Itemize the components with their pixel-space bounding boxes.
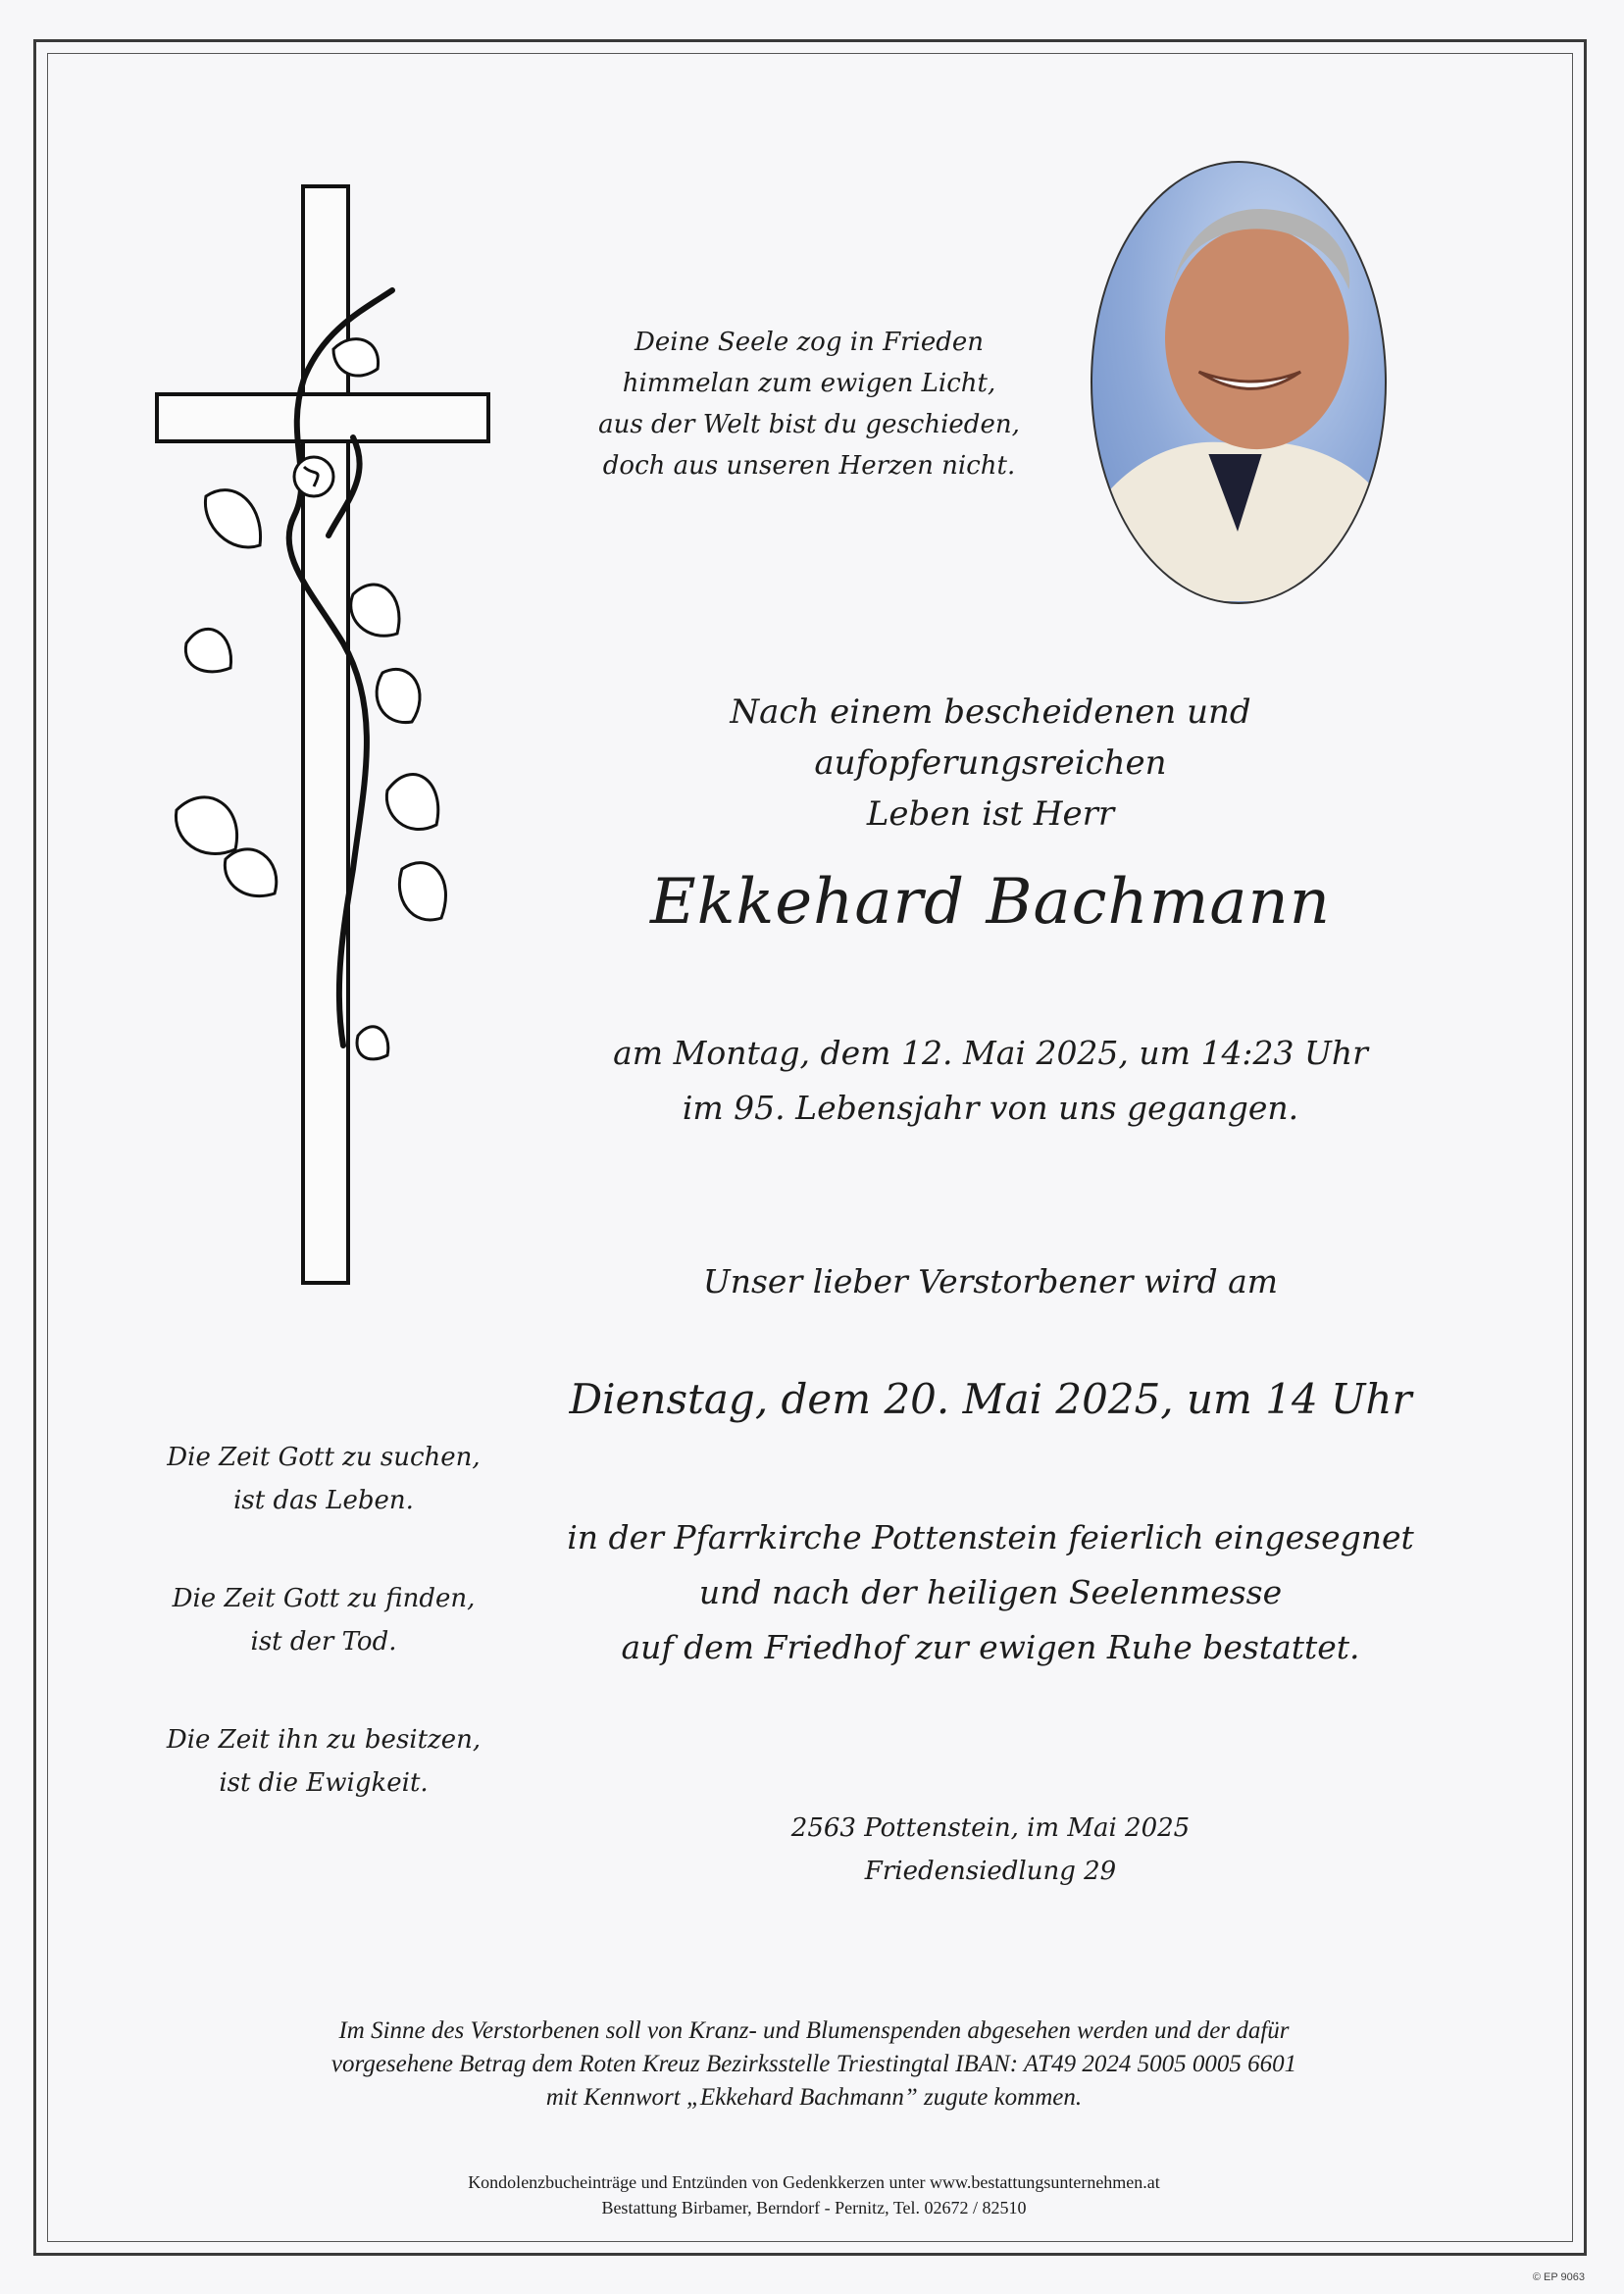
- place-and-address: [745, 1807, 1236, 1893]
- ceremony-text: [549, 1510, 1432, 1675]
- intro-line: Nach einem bescheidenen und aufopferungsreichen: [730, 692, 1251, 783]
- cross-with-rose-icon: [147, 182, 500, 1291]
- footer-line: Bestattung Birbamer, Berndorf - Pernitz, Tel. 02672 / 82510: [601, 2198, 1027, 2218]
- intro-text: [549, 687, 1432, 840]
- product-code: © EP 9063: [1532, 2271, 1585, 2283]
- poem-line: Die Zeit Gott zu finden,: [172, 1584, 476, 1613]
- donation-note: [177, 2014, 1451, 2115]
- poem-line: Deine Seele zog in Frieden: [634, 328, 985, 357]
- deceased-name: Ekkehard Bachmann: [650, 866, 1331, 939]
- poem-line: aus der Welt bist du geschieden,: [598, 410, 1020, 439]
- ceremony-line: und nach der heiligen Seelenmesse: [698, 1573, 1283, 1611]
- poem-line: Die Zeit ihn zu besitzen,: [166, 1725, 482, 1755]
- portrait-photo: [1091, 161, 1387, 604]
- poem-line: doch aus unseren Herzen nicht.: [602, 451, 1016, 481]
- burial-date: Dienstag, dem 20. Mai 2025, um 14 Uhr: [569, 1375, 1412, 1423]
- poem-line: ist das Leben.: [233, 1486, 414, 1515]
- portrait-image: [1092, 163, 1385, 602]
- poem-line: ist die Ewigkeit.: [219, 1768, 429, 1798]
- death-line: im 95. Lebensjahr von uns gegangen.: [682, 1089, 1299, 1127]
- poem-stanza: [118, 1718, 530, 1805]
- burial-intro: Unser lieber Verstorbener wird am: [702, 1262, 1279, 1300]
- note-line: vorgesehene Betrag dem Roten Kreuz Bezirksstelle Triestingtal IBAN: AT49 2024 5005 0005 6601: [330, 2051, 1297, 2077]
- top-poem: [579, 322, 1040, 486]
- poem-line: himmelan zum ewigen Licht,: [622, 369, 996, 398]
- poem-line: Die Zeit Gott zu suchen,: [167, 1443, 481, 1472]
- note-line: mit Kennwort „Ekkehard Bachmann” zugute kommen.: [545, 2084, 1083, 2111]
- address-line: Friedensiedlung 29: [864, 1857, 1117, 1886]
- death-line: am Montag, dem 12. Mai 2025, um 14:23 Uhr: [613, 1034, 1368, 1072]
- footer-line: Kondolenzbucheinträge und Entzünden von Gedenkkerzen unter www.bestattungsunternehmen.at: [468, 2172, 1160, 2192]
- poem-line: ist der Tod.: [250, 1627, 397, 1657]
- poem-stanza: [118, 1577, 530, 1663]
- ceremony-line: in der Pfarrkirche Pottenstein feierlich eingesegnet: [567, 1518, 1414, 1556]
- left-poem: [118, 1436, 530, 1860]
- note-line: Im Sinne des Verstorbenen soll von Kranz- und Blumenspenden abgesehen werden und der dafür: [338, 2017, 1290, 2044]
- ceremony-line: auf dem Friedhof zur ewigen Ruhe bestattet.: [621, 1628, 1360, 1666]
- death-date: [549, 1026, 1432, 1136]
- poem-stanza: [118, 1436, 530, 1522]
- place-line: 2563 Pottenstein, im Mai 2025: [790, 1813, 1191, 1843]
- funeral-home-footer: [275, 2169, 1353, 2220]
- intro-line: Leben ist Herr: [866, 794, 1115, 834]
